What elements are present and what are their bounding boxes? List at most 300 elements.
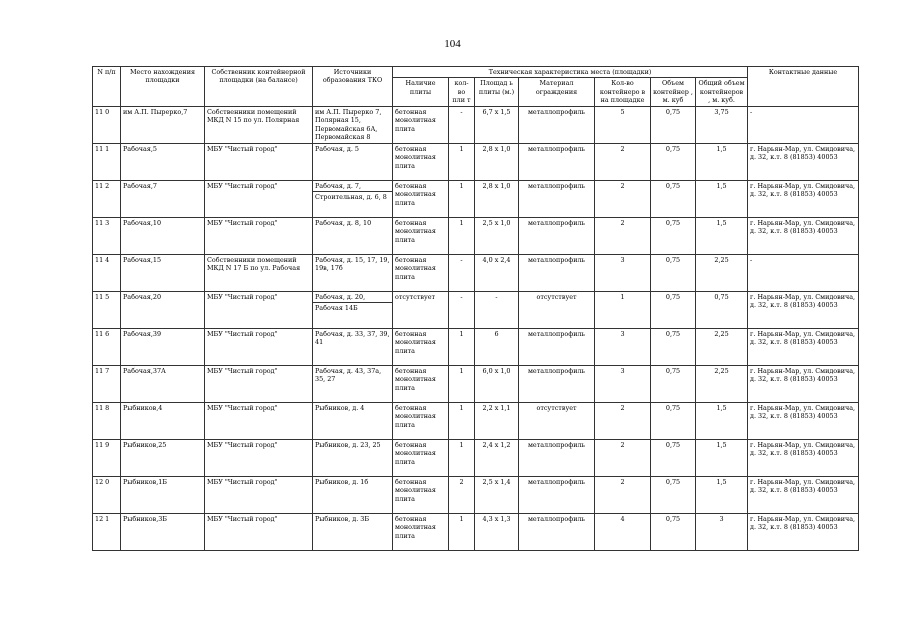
row-number-text: 11 3 bbox=[95, 218, 110, 227]
row-slab-text: бетонная монолитная плита bbox=[395, 255, 436, 281]
container-sites-table bbox=[92, 66, 859, 551]
row-area-text: 4,0 х 2,4 bbox=[482, 255, 511, 264]
row-contact bbox=[748, 217, 859, 254]
row-total-volume bbox=[696, 254, 748, 291]
row-sources bbox=[313, 143, 393, 180]
row-location bbox=[121, 513, 205, 550]
row-contact-text: г. Нарьян-Мар, ул. Смидовича, д. 32, к.т. 8 (81853) 40053 bbox=[750, 292, 856, 310]
row-containers bbox=[595, 291, 651, 328]
row-slab-count-text: 1 bbox=[459, 218, 464, 227]
row-total-volume-text: 2,25 bbox=[714, 329, 729, 338]
row-slab-count bbox=[449, 254, 475, 291]
row-slab-count bbox=[449, 180, 475, 217]
row-location bbox=[121, 402, 205, 439]
row-slab bbox=[393, 476, 449, 513]
row-slab bbox=[393, 513, 449, 550]
header-owner: Собственник контейнерной площадки (на балансе) bbox=[205, 67, 313, 107]
row-location bbox=[121, 476, 205, 513]
row-containers bbox=[595, 254, 651, 291]
row-contact bbox=[748, 513, 859, 550]
row-contact-text: г. Нарьян-Мар, ул. Смидовича, д. 32, к.т. 8 (81853) 40053 bbox=[750, 366, 856, 384]
row-owner bbox=[205, 365, 313, 402]
row-number-text: 11 0 bbox=[95, 107, 110, 116]
row-slab-count bbox=[449, 143, 475, 180]
row-owner bbox=[205, 402, 313, 439]
row-number-text: 11 1 bbox=[95, 144, 110, 153]
row-volume-text: 0,75 bbox=[665, 329, 681, 338]
row-slab-count-text: - bbox=[460, 255, 463, 264]
header-containers: Кол-во контейнеро в на площадке bbox=[595, 78, 651, 106]
row-containers bbox=[595, 476, 651, 513]
row-slab-count bbox=[449, 328, 475, 365]
row-fence-text: металлопрофиль bbox=[527, 440, 586, 449]
row-total-volume bbox=[696, 439, 748, 476]
row-area bbox=[475, 476, 519, 513]
table-row bbox=[93, 254, 859, 291]
row-volume bbox=[651, 291, 696, 328]
row-slab bbox=[393, 365, 449, 402]
row-fence-text: металлопрофиль bbox=[527, 181, 586, 190]
row-containers-text: 2 bbox=[620, 477, 625, 486]
header-num: N п/п bbox=[93, 67, 121, 107]
row-area-text: 6,7 х 1,5 bbox=[482, 107, 511, 116]
row-owner-text: МБУ "Чистый город" bbox=[207, 181, 278, 190]
row-containers bbox=[595, 513, 651, 550]
row-contact-text: г. Нарьян-Мар, ул. Смидовича, д. 32, к.т. 8 (81853) 40053 bbox=[750, 440, 856, 458]
row-area bbox=[475, 402, 519, 439]
row-area bbox=[475, 513, 519, 550]
row-number-text: 11 5 bbox=[95, 292, 110, 301]
row-area bbox=[475, 180, 519, 217]
row-area-text: 4,3 х 1,3 bbox=[482, 514, 511, 523]
table-row bbox=[93, 106, 859, 143]
row-total-volume-text: 1,5 bbox=[716, 403, 727, 412]
row-fence bbox=[519, 439, 595, 476]
row-slab bbox=[393, 106, 449, 143]
row-slab bbox=[393, 217, 449, 254]
row-area-text: 2,2 х 1,1 bbox=[482, 403, 511, 412]
row-number bbox=[93, 180, 121, 217]
table-row bbox=[93, 143, 859, 180]
row-containers bbox=[595, 143, 651, 180]
header-volume: Объем контейнер , м. куб bbox=[651, 78, 696, 106]
row-fence bbox=[519, 365, 595, 402]
row-containers bbox=[595, 439, 651, 476]
row-contact bbox=[748, 291, 859, 328]
header-fence: Материал ограждения bbox=[519, 78, 595, 106]
row-owner bbox=[205, 513, 313, 550]
table-row bbox=[93, 402, 859, 439]
row-fence-text: металлопрофиль bbox=[527, 144, 586, 153]
row-location-text: Рабочая,5 bbox=[123, 144, 157, 153]
row-containers bbox=[595, 328, 651, 365]
row-containers-text: 2 bbox=[620, 144, 625, 153]
row-location-text: Рыбников,4 bbox=[123, 403, 163, 412]
row-owner-text: МБУ "Чистый город" bbox=[207, 218, 278, 227]
row-slab-count-text: 1 bbox=[459, 329, 464, 338]
row-slab-count bbox=[449, 291, 475, 328]
row-contact bbox=[748, 365, 859, 402]
row-sources bbox=[313, 402, 393, 439]
row-total-volume bbox=[696, 476, 748, 513]
row-slab-text: бетонная монолитная плита bbox=[395, 366, 436, 392]
row-fence bbox=[519, 476, 595, 513]
row-location-text: Рабочая,15 bbox=[123, 255, 162, 264]
row-slab-count-text: 1 bbox=[459, 440, 464, 449]
row-location-text: Рыбников,25 bbox=[123, 440, 167, 449]
header-location: Место нахождения площадки bbox=[121, 67, 205, 107]
row-containers bbox=[595, 402, 651, 439]
row-owner bbox=[205, 439, 313, 476]
row-fence bbox=[519, 143, 595, 180]
row-sources bbox=[313, 254, 393, 291]
row-sources-text: Рабочая, д. 33, 37, 39, 41 bbox=[315, 329, 390, 347]
row-slab-text: бетонная монолитная плита bbox=[395, 218, 436, 244]
row-volume bbox=[651, 513, 696, 550]
row-total-volume-text: 1,5 bbox=[716, 181, 727, 190]
row-slab-count bbox=[449, 439, 475, 476]
row-number bbox=[93, 254, 121, 291]
row-containers-text: 2 bbox=[620, 218, 625, 227]
row-slab-text: бетонная монолитная плита bbox=[395, 440, 436, 466]
row-area bbox=[475, 143, 519, 180]
row-containers-text: 1 bbox=[620, 292, 625, 301]
row-containers bbox=[595, 365, 651, 402]
row-total-volume-text: 1,5 bbox=[716, 440, 727, 449]
row-location bbox=[121, 217, 205, 254]
table-row bbox=[93, 180, 859, 217]
row-owner-text: МБУ "Чистый город" bbox=[207, 514, 278, 523]
row-total-volume bbox=[696, 365, 748, 402]
row-area-text: - bbox=[495, 292, 498, 301]
row-volume-text: 0,75 bbox=[665, 477, 681, 486]
row-slab-count-text: 1 bbox=[459, 366, 464, 375]
row-sources-text: Рыбников, д. 23, 25 bbox=[315, 440, 381, 449]
row-volume bbox=[651, 180, 696, 217]
row-location-text: Рабочая,39 bbox=[123, 329, 162, 338]
table-row bbox=[93, 513, 859, 550]
row-location bbox=[121, 106, 205, 143]
row-contact-text: г. Нарьян-Мар, ул. Смидовича, д. 32, к.т. 8 (81853) 40053 bbox=[750, 144, 856, 162]
row-contact-text: - bbox=[750, 107, 753, 116]
row-area-text: 2,4 х 1,2 bbox=[482, 440, 511, 449]
row-sources bbox=[313, 180, 393, 217]
row-owner-text: МБУ "Чистый город" bbox=[207, 366, 278, 375]
row-slab bbox=[393, 402, 449, 439]
row-location-text: им А.П. Пырерко,7 bbox=[123, 107, 188, 116]
row-owner bbox=[205, 180, 313, 217]
page-number: 104 bbox=[444, 38, 461, 50]
row-area bbox=[475, 439, 519, 476]
row-area-text: 2,8 х 1,0 bbox=[482, 181, 511, 190]
row-sources-text: Рабочая, д. 20, bbox=[315, 292, 366, 301]
row-slab-count bbox=[449, 106, 475, 143]
row-slab-count-text: 1 bbox=[459, 181, 464, 190]
table-row bbox=[93, 217, 859, 254]
row-number bbox=[93, 439, 121, 476]
row-total-volume-text: 1,5 bbox=[716, 144, 727, 153]
row-volume-text: 0,75 bbox=[665, 218, 681, 227]
row-contact bbox=[748, 439, 859, 476]
row-slab-text: бетонная монолитная плита bbox=[395, 181, 436, 207]
row-sources bbox=[313, 513, 393, 550]
row-slab bbox=[393, 180, 449, 217]
row-fence-text: металлопрофиль bbox=[527, 218, 586, 227]
row-slab-text: бетонная монолитная плита bbox=[395, 403, 436, 429]
row-owner-text: МБУ "Чистый город" bbox=[207, 144, 278, 153]
row-sources-extra: Строительная, д. 6, 8 bbox=[313, 191, 392, 201]
table-row bbox=[93, 291, 859, 328]
header-slab: Наличие плиты bbox=[393, 78, 449, 106]
row-slab bbox=[393, 254, 449, 291]
row-volume-text: 0,75 bbox=[665, 107, 681, 116]
row-slab-count bbox=[449, 217, 475, 254]
row-fence-text: металлопрофиль bbox=[527, 366, 586, 375]
row-contact-text: г. Нарьян-Мар, ул. Смидовича, д. 32, к.т. 8 (81853) 40053 bbox=[750, 514, 856, 532]
row-volume bbox=[651, 254, 696, 291]
row-contact bbox=[748, 106, 859, 143]
row-volume bbox=[651, 476, 696, 513]
row-volume-text: 0,75 bbox=[665, 255, 681, 264]
row-slab-text: бетонная монолитная плита bbox=[395, 477, 436, 503]
row-contact bbox=[748, 402, 859, 439]
row-fence-text: металлопрофиль bbox=[527, 107, 586, 116]
row-location-text: Рыбников,3Б bbox=[123, 514, 167, 523]
row-location-text: Рабочая,7 bbox=[123, 181, 157, 190]
row-sources-text: Рабочая, д. 15, 17, 19, 19в, 17б bbox=[315, 255, 390, 273]
row-total-volume-text: 0,75 bbox=[714, 292, 729, 301]
row-volume bbox=[651, 143, 696, 180]
row-owner bbox=[205, 217, 313, 254]
row-fence bbox=[519, 402, 595, 439]
row-slab-count-text: - bbox=[460, 107, 463, 116]
row-fence bbox=[519, 180, 595, 217]
row-owner bbox=[205, 106, 313, 143]
row-total-volume-text: 1,5 bbox=[716, 218, 727, 227]
row-slab-count bbox=[449, 476, 475, 513]
row-sources-text: Рабочая, д. 43, 37а, 35, 27 bbox=[315, 366, 382, 384]
row-containers-text: 3 bbox=[620, 329, 625, 338]
row-containers-text: 5 bbox=[620, 107, 625, 116]
row-volume bbox=[651, 217, 696, 254]
row-area-text: 6,0 х 1,0 bbox=[482, 366, 511, 375]
row-location-text: Рабочая,37А bbox=[123, 366, 166, 375]
row-slab-count bbox=[449, 365, 475, 402]
row-owner bbox=[205, 254, 313, 291]
row-number bbox=[93, 476, 121, 513]
row-slab-text: бетонная монолитная плита bbox=[395, 514, 436, 540]
row-slab-text: бетонная монолитная плита bbox=[395, 144, 436, 170]
row-location bbox=[121, 143, 205, 180]
header-contacts: Контактные данные bbox=[748, 67, 859, 107]
row-owner bbox=[205, 476, 313, 513]
row-sources bbox=[313, 217, 393, 254]
row-sources-text: Рабочая, д. 5 bbox=[315, 144, 359, 153]
row-volume-text: 0,75 bbox=[665, 403, 681, 412]
row-owner-text: МБУ "Чистый город" bbox=[207, 403, 278, 412]
row-area bbox=[475, 217, 519, 254]
row-slab-count-text: 1 bbox=[459, 144, 464, 153]
row-contact bbox=[748, 328, 859, 365]
row-total-volume-text: 1,5 bbox=[716, 477, 727, 486]
row-slab bbox=[393, 328, 449, 365]
row-area bbox=[475, 254, 519, 291]
row-sources-text: Рыбников, д. 4 bbox=[315, 403, 365, 412]
row-sources-text: Рыбников, д. 3Б bbox=[315, 514, 370, 523]
row-number bbox=[93, 513, 121, 550]
row-containers-text: 4 bbox=[620, 514, 625, 523]
row-total-volume-text: 2,25 bbox=[714, 366, 729, 375]
row-fence-text: отсутствует bbox=[536, 403, 577, 412]
header-row-main bbox=[93, 67, 859, 78]
row-number bbox=[93, 143, 121, 180]
row-fence bbox=[519, 291, 595, 328]
row-area bbox=[475, 291, 519, 328]
row-contact-text: г. Нарьян-Мар, ул. Смидовича, д. 32, к.т. 8 (81853) 40053 bbox=[750, 403, 856, 421]
row-volume bbox=[651, 106, 696, 143]
row-slab-text: бетонная монолитная плита bbox=[395, 107, 436, 133]
row-owner-text: МБУ "Чистый город" bbox=[207, 292, 278, 301]
header-total-volume: Общий объем контейнеров , м. куб. bbox=[696, 78, 748, 106]
row-area-text: 2,5 х 1,0 bbox=[482, 218, 511, 227]
row-owner bbox=[205, 291, 313, 328]
row-volume-text: 0,75 bbox=[665, 366, 681, 375]
row-location bbox=[121, 180, 205, 217]
row-sources-extra: Рабочая 14Б bbox=[313, 302, 392, 312]
row-slab-count-text: - bbox=[460, 292, 463, 301]
row-number bbox=[93, 402, 121, 439]
row-area-text: 6 bbox=[494, 329, 499, 338]
table-row bbox=[93, 365, 859, 402]
row-number-text: 12 1 bbox=[95, 514, 110, 523]
row-containers bbox=[595, 106, 651, 143]
row-area bbox=[475, 328, 519, 365]
row-slab-text: бетонная монолитная плита bbox=[395, 329, 436, 355]
row-slab-count bbox=[449, 513, 475, 550]
row-contact-text: г. Нарьян-Мар, ул. Смидовича, д. 32, к.т. 8 (81853) 40053 bbox=[750, 329, 856, 347]
row-containers-text: 3 bbox=[620, 366, 625, 375]
row-sources bbox=[313, 365, 393, 402]
row-total-volume bbox=[696, 291, 748, 328]
row-number-text: 11 4 bbox=[95, 255, 110, 264]
row-location bbox=[121, 328, 205, 365]
header-sources: Источники образования ТКО bbox=[313, 67, 393, 107]
row-slab-text: отсутствует bbox=[395, 292, 436, 301]
row-owner-text: МБУ "Чистый город" bbox=[207, 440, 278, 449]
row-area bbox=[475, 365, 519, 402]
row-sources-text: Рыбников, д. 1б bbox=[315, 477, 369, 486]
row-containers-text: 2 bbox=[620, 181, 625, 190]
row-sources-text: Рабочая, д. 8, 10 bbox=[315, 218, 372, 227]
row-total-volume bbox=[696, 106, 748, 143]
row-total-volume bbox=[696, 328, 748, 365]
row-number bbox=[93, 328, 121, 365]
row-owner-text: МБУ "Чистый город" bbox=[207, 329, 278, 338]
row-area-text: 2,5 х 1,4 bbox=[482, 477, 511, 486]
row-contact bbox=[748, 254, 859, 291]
header-tech: Техническая характеристика места (площадки) bbox=[393, 67, 748, 78]
row-volume bbox=[651, 439, 696, 476]
row-volume-text: 0,75 bbox=[665, 292, 681, 301]
row-number bbox=[93, 365, 121, 402]
row-volume-text: 0,75 bbox=[665, 514, 681, 523]
row-owner bbox=[205, 328, 313, 365]
table-row bbox=[93, 476, 859, 513]
row-location bbox=[121, 365, 205, 402]
row-volume bbox=[651, 328, 696, 365]
row-number bbox=[93, 106, 121, 143]
row-fence-text: металлопрофиль bbox=[527, 329, 586, 338]
row-number-text: 11 8 bbox=[95, 403, 110, 412]
row-volume-text: 0,75 bbox=[665, 440, 681, 449]
row-total-volume bbox=[696, 513, 748, 550]
row-fence-text: металлопрофиль bbox=[527, 255, 586, 264]
row-contact-text: г. Нарьян-Мар, ул. Смидовича, д. 32, к.т. 8 (81853) 40053 bbox=[750, 477, 856, 495]
row-location-text: Рабочая,10 bbox=[123, 218, 162, 227]
row-sources-text: им А.П. Пырерко 7, Полярная 15, Первомайская 6А, Первомайская 8 bbox=[315, 107, 382, 142]
row-total-volume bbox=[696, 143, 748, 180]
row-volume-text: 0,75 bbox=[665, 181, 681, 190]
row-location bbox=[121, 254, 205, 291]
table-row bbox=[93, 328, 859, 365]
row-number-text: 11 6 bbox=[95, 329, 110, 338]
row-fence bbox=[519, 106, 595, 143]
row-fence-text: отсутствует bbox=[536, 292, 577, 301]
row-fence bbox=[519, 328, 595, 365]
row-total-volume bbox=[696, 217, 748, 254]
row-containers bbox=[595, 217, 651, 254]
row-slab bbox=[393, 143, 449, 180]
row-sources bbox=[313, 106, 393, 143]
row-area bbox=[475, 106, 519, 143]
row-slab-count-text: 2 bbox=[459, 477, 464, 486]
row-containers-text: 2 bbox=[620, 440, 625, 449]
row-contact bbox=[748, 476, 859, 513]
row-slab bbox=[393, 439, 449, 476]
row-location bbox=[121, 291, 205, 328]
row-sources bbox=[313, 291, 393, 328]
row-contact bbox=[748, 143, 859, 180]
row-containers-text: 2 bbox=[620, 403, 625, 412]
row-number-text: 11 7 bbox=[95, 366, 110, 375]
row-volume bbox=[651, 365, 696, 402]
row-total-volume bbox=[696, 402, 748, 439]
row-location-text: Рабочая,20 bbox=[123, 292, 162, 301]
row-contact bbox=[748, 180, 859, 217]
row-contact-text: г. Нарьян-Мар, ул. Смидовича, д. 32, к.т. 8 (81853) 40053 bbox=[750, 181, 856, 199]
row-number bbox=[93, 291, 121, 328]
row-fence bbox=[519, 217, 595, 254]
row-owner-text: Собственники помещений МКД N 15 по ул. Полярная bbox=[207, 107, 300, 125]
row-sources bbox=[313, 476, 393, 513]
row-volume bbox=[651, 402, 696, 439]
row-sources-text: Рабочая, д. 7, bbox=[315, 181, 362, 190]
row-volume-text: 0,75 bbox=[665, 144, 681, 153]
row-number-text: 11 9 bbox=[95, 440, 110, 449]
header-area: Площад ь плиты (м.) bbox=[475, 78, 519, 106]
row-total-volume-text: 3,75 bbox=[714, 107, 729, 116]
row-owner bbox=[205, 143, 313, 180]
row-fence bbox=[519, 513, 595, 550]
row-contact-text: - bbox=[750, 255, 753, 264]
row-sources bbox=[313, 439, 393, 476]
row-sources bbox=[313, 328, 393, 365]
row-containers bbox=[595, 180, 651, 217]
row-total-volume bbox=[696, 180, 748, 217]
row-slab bbox=[393, 291, 449, 328]
row-fence-text: металлопрофиль bbox=[527, 477, 586, 486]
row-number-text: 12 0 bbox=[95, 477, 110, 486]
